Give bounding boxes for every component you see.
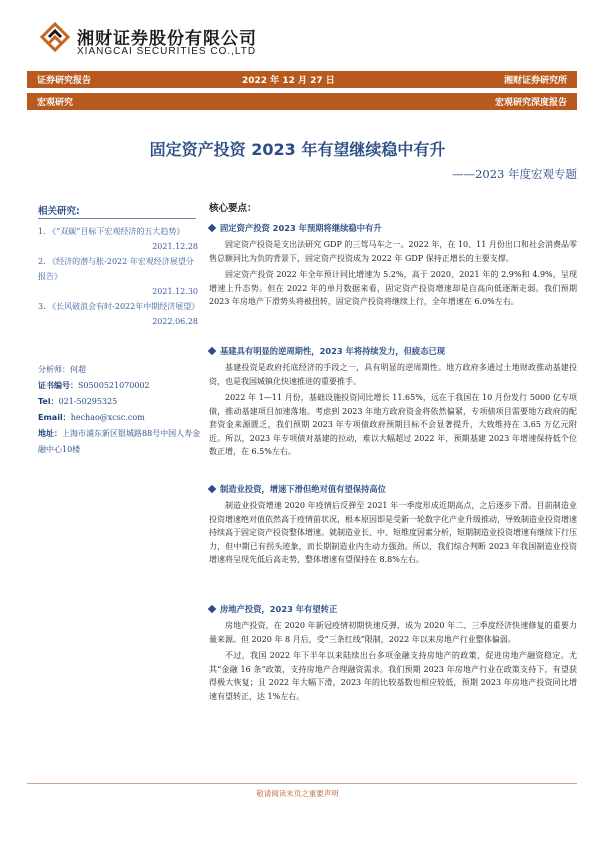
company-name-cn: 湘财证券股份有限公司 bbox=[77, 29, 257, 49]
diamond-bullet-icon bbox=[208, 347, 216, 355]
related-item[interactable] bbox=[38, 299, 198, 329]
research-category: 宏观研究 bbox=[37, 98, 74, 108]
related-item[interactable] bbox=[38, 224, 198, 254]
address-line bbox=[38, 426, 203, 458]
header-band-top bbox=[27, 71, 577, 88]
footer-disclaimer[interactable]: 敬请阅读末页之重要声明 bbox=[256, 789, 339, 798]
paragraph: 房地产投资，在 2020 年新冠疫情初期快速反弹，成为 2020 年二、三季度经济快速修复的重要力量来源。但 2020 年 8 月后，受“三条红线”限制，2022 年以来房地产行业整体偏弱。 bbox=[209, 621, 577, 644]
institute-label: 湘财证券研究所 bbox=[503, 76, 567, 86]
footer-divider bbox=[27, 783, 577, 784]
section-title: 基建具有明显的逆周期性，2023 年将持续发力，但疲态已现 bbox=[209, 345, 577, 357]
core-section bbox=[209, 345, 577, 459]
diamond-bullet-icon bbox=[208, 224, 216, 232]
related-item-title: 3. 《长风破浪会有时-2022年中期经济展望》 bbox=[38, 302, 200, 311]
paragraph: 基建投资是政府托底经济的手段之一，具有明显的逆周期性。地方政府多通过土地财政推动基建投资，也是我国城镇化快速推进的重要推手。 bbox=[209, 363, 577, 386]
analyst-info bbox=[38, 362, 203, 458]
paragraph: 不过，我国 2022 年下半年以来陆续出台多项金融支持房地产的政策，促进房地产融资稳定。尤其“金融 16 条”政策，支持房地产合理融资需求。我们预期 2023 年房地产行业在政策支持下，有望获得极大恢复；且 2022 年大幅下滑，2023 年的比较基数也相应较低，预期 2023 年房地产投资同比增速有望转正，达 1%左右。 bbox=[209, 651, 577, 701]
cert-line bbox=[38, 378, 203, 394]
company-logo-icon bbox=[40, 22, 70, 52]
analyst-name: 分析师：何超 bbox=[38, 365, 86, 374]
diamond-bullet-icon bbox=[208, 605, 216, 613]
core-points-heading: 核心要点： bbox=[209, 203, 257, 214]
core-section bbox=[209, 483, 577, 567]
company-name-en: XIANGCAI SECURITIES CO.,LTD bbox=[77, 46, 257, 57]
related-item-date: 2021.12.30 bbox=[152, 287, 198, 296]
sidebar-divider bbox=[38, 218, 196, 219]
header-band-bottom bbox=[27, 93, 577, 110]
tel-value: 021-50295325 bbox=[58, 397, 118, 406]
cert-label: 证书编号： bbox=[38, 381, 78, 390]
section-title: 固定资产投资 2023 年预期将继续稳中有升 bbox=[209, 222, 577, 234]
related-research-heading: 相关研究: bbox=[38, 206, 80, 217]
report-type-label: 证券研究报告 bbox=[37, 76, 92, 86]
tel-label: Tel： bbox=[38, 397, 59, 406]
tel-line bbox=[38, 394, 203, 410]
email-label: Email： bbox=[38, 413, 71, 422]
paragraph: 2022 年 1—11 月份，基础设施投资同比增长 11.65%，远在于我国在 10 月份发行 5000 亿专项债，推动基建项目加速落地。考虑到 2023 年地方政府资金将依然偏紧，专项债项目需要地方政府的配套资金来源匮乏，我们预期 2023 年专项债政府预期目标不会显著提升，大致维持在 3.65 万亿元附近。所以，2023 年专项债对基建的拉动，难以大幅超过 2022 年，预期基建 2023 年增速保持低个位数正增，在 6.5%左右。 bbox=[209, 393, 577, 456]
related-item[interactable] bbox=[38, 254, 198, 299]
related-item-title: 1. 《“双碳”目标下宏观经济的五大趋势》 bbox=[38, 227, 185, 236]
related-item-title: 2. 《经济的潜与胀-2022 年宏观经济展望分报告》 bbox=[38, 257, 194, 281]
section-title: 制造业投资，增速下滑但绝对值有望保持高位 bbox=[209, 483, 577, 495]
paragraph: 固定资产投资是支出法研究 GDP 的三驾马车之一。2022 年，在 10、11 月份出口和社会消费品零售总额同比为负的背景下，固定资产投资成为 2022 年 GDP 保持正增长的主要支撑。 bbox=[209, 240, 577, 263]
core-section bbox=[209, 222, 577, 309]
paragraph: 固定资产投资 2022 年全年预计同比增速为 5.2%，高于 2020、2021 年的 2.9%和 4.9%，呈现增速上升态势。但在 2022 年的单月数据来看，固定资产投资增速却是自高向低逐渐走弱。我们预期 2023 年房地产下滑势头将被扭转，固定资产投资将继续上行，全年增速在 6.0%左右。 bbox=[209, 270, 577, 306]
related-item-date: 2022.06.28 bbox=[152, 317, 198, 326]
related-item-date: 2021.12.28 bbox=[152, 242, 198, 251]
report-date: 2022 年 12 月 27 日 bbox=[242, 76, 335, 86]
page-title: 固定资产投资 2023 年有望继续稳中有升 bbox=[149, 140, 446, 159]
diamond-bullet-icon bbox=[208, 485, 216, 493]
paragraph: 制造业投资增速 2020 年疫情后反弹至 2021 年一季度形成近期高点，之后逐步下滑。目前制造业投资增速绝对值依然高于疫情前状况，根本原因即是受新一轮数字化产业升级推动，导致制造业投资增速持续高于固定资产投资整体增速。就制造业长、中、短维度因素分析，短期制造业投资增速有继续下行压力，但中期已有拐头迹象，而长期制造业内生动力强劲。所以，我们综合判断 2023 年我国制造业投资增速将呈现先低后高走势，整体增速有望保持在 8.8%左右。 bbox=[209, 501, 577, 564]
report-category: 宏观研究深度报告 bbox=[494, 98, 567, 108]
core-section bbox=[209, 603, 577, 703]
email-line bbox=[38, 410, 203, 426]
address-value: 上海市浦东新区银城路88号中国人寿金融中心10楼 bbox=[38, 429, 201, 454]
cert-value: S0500521070002 bbox=[78, 381, 150, 390]
page-subtitle: ——2023 年度宏观专题 bbox=[452, 167, 577, 181]
email-value[interactable]: hechao@xcsc.com bbox=[70, 413, 145, 422]
section-title: 房地产投资，2023 年有望转正 bbox=[209, 603, 577, 615]
address-label: 地址： bbox=[38, 429, 62, 438]
